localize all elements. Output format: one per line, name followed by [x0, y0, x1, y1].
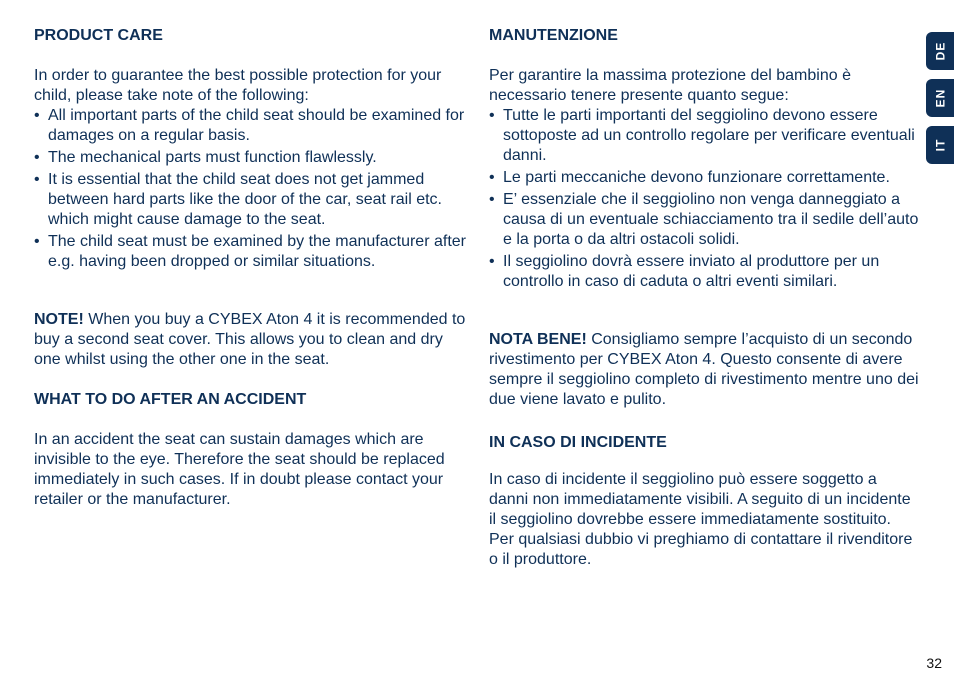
list-item: • The child seat must be examined by the manufacturer after e.g. having been dropped or similar situations. [34, 232, 468, 272]
english-column [34, 26, 468, 510]
list-item: • E’ essenziale che il seggiolino non venga danneggiato a causa di un eventuale schiacciamento tra il sedile dell’auto e la porta o da altri ostacoli solidi. [489, 190, 919, 250]
list-item: • Il seggiolino dovrà essere inviato al produttore per un controllo in caso di caduta o altri eventi similari. [489, 252, 919, 292]
product-care-list [34, 106, 468, 272]
italian-column [489, 26, 919, 570]
incidente-text: In caso di incidente il seggiolino può essere soggetto a danni non immediatamente visibili. A seguito di un incidente il seggiolino dovrebbe essere immediatamente sostituito. Per qualsiasi dubbio vi preghiamo di contattare il rivenditore o il produttore. [489, 471, 913, 568]
nota-bene-label: NOTA BENE! [489, 331, 587, 348]
note-text: When you buy a CYBEX Aton 4 it is recommended to buy a second seat cover. This allows you to clean and dry one whilst using the other one in the seat. [34, 311, 466, 368]
page-number: 32 [926, 655, 942, 671]
tab-de-label: DE [932, 41, 947, 61]
nota-bene-paragraph [489, 330, 919, 410]
accident-text: In an accident the seat can sustain damages which are invisible to the eye. Therefore the seat should be replaced immediately in such cases. If in doubt please contact your retailer or the manufacturer. [34, 431, 445, 508]
tab-it-label: IT [932, 138, 947, 152]
tab-en-label: EN [932, 88, 947, 108]
list-item: • The mechanical parts must function flawlessly. [34, 148, 468, 168]
accident-heading: WHAT TO DO AFTER AN ACCIDENT [34, 391, 307, 408]
product-care-heading: PRODUCT CARE [34, 27, 163, 44]
language-tabs [926, 32, 954, 173]
tab-it[interactable] [926, 126, 954, 164]
nota-bene-text: Consigliamo sempre l’acquisto di un secondo rivestimento per CYBEX Aton 4. Questo consente di avere sempre il seggiolino completo di rivestimento mentre uno dei due viene lavato e pulito. [489, 331, 919, 408]
manutenzione-heading: MANUTENZIONE [489, 27, 618, 44]
manutenzione-intro: Per garantire la massima protezione del bambino è necessario tenere presente quanto segue: [489, 67, 851, 104]
tab-de[interactable] [926, 32, 954, 70]
tab-en[interactable] [926, 79, 954, 117]
list-item: • Tutte le parti importanti del seggiolino devono essere sottoposte ad un controllo regolare per verificare eventuali danni. [489, 106, 919, 166]
manutenzione-list [489, 106, 919, 292]
incidente-heading: IN CASO DI INCIDENTE [489, 434, 667, 451]
list-item: • Le parti meccaniche devono funzionare correttamente. [489, 168, 919, 188]
note-paragraph [34, 310, 468, 370]
note-label: NOTE! [34, 311, 84, 328]
list-item: • All important parts of the child seat should be examined for damages on a regular basis. [34, 106, 468, 146]
list-item: • It is essential that the child seat does not get jammed between hard parts like the door of the car, seat rail etc. which might cause damage to the seat. [34, 170, 468, 230]
product-care-intro: In order to guarantee the best possible protection for your child, please take note of the following: [34, 67, 442, 104]
